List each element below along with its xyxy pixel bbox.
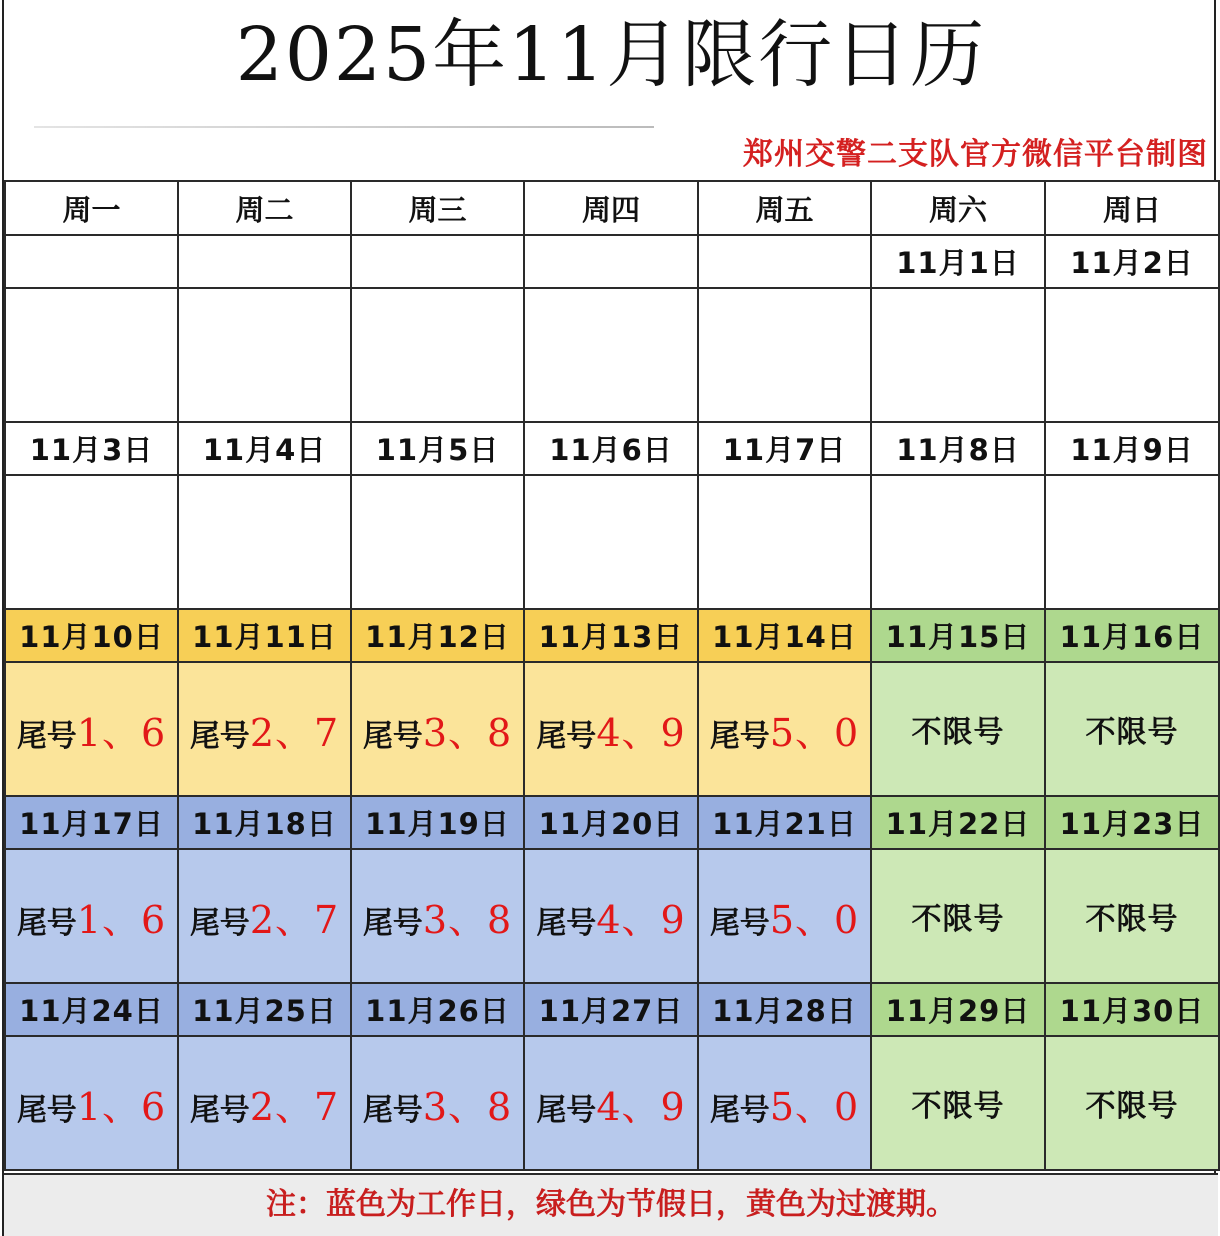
restriction-cell [1045, 288, 1219, 422]
tail-numbers: 3、8 [422, 710, 513, 755]
date-cell: 11月24日 [5, 983, 178, 1036]
date-cell: 11月26日 [351, 983, 524, 1036]
no-limit-label: 不限号 [1085, 715, 1179, 750]
restriction-cell [871, 662, 1045, 796]
weekday-header: 周六 [871, 181, 1045, 235]
tail-numbers: 2、7 [249, 710, 340, 755]
restriction-cell [871, 849, 1045, 983]
tail-number-rule [16, 710, 167, 755]
restriction-row [5, 1036, 1219, 1170]
restriction-cell [1045, 475, 1219, 609]
date-cell: 11月3日 [5, 422, 178, 475]
restriction-cell [5, 662, 178, 796]
date-row [5, 422, 1219, 475]
tail-number-rule [709, 1084, 860, 1129]
restriction-cell [698, 288, 871, 422]
no-limit-label: 不限号 [1085, 1089, 1179, 1124]
date-cell: 11月20日 [524, 796, 698, 849]
legend-note: 注：蓝色为工作日，绿色为节假日，黄色为过渡期。 [4, 1173, 1218, 1236]
tail-number-rule [709, 710, 860, 755]
restriction-cell [5, 1036, 178, 1170]
date-cell: 11月22日 [871, 796, 1045, 849]
restriction-cell [178, 288, 351, 422]
restriction-cell [178, 849, 351, 983]
restriction-cell [1045, 662, 1219, 796]
restriction-cell [524, 475, 698, 609]
date-cell [698, 235, 871, 288]
no-limit-label: 不限号 [911, 715, 1005, 750]
tail-numbers: 4、9 [596, 710, 686, 755]
restriction-cell [5, 475, 178, 609]
tail-number-rule [189, 897, 340, 942]
tail-prefix: 尾号 [16, 718, 77, 754]
date-cell: 11月5日 [351, 422, 524, 475]
date-cell: 11月13日 [524, 609, 698, 662]
date-cell: 11月12日 [351, 609, 524, 662]
no-limit-label: 不限号 [1085, 902, 1179, 937]
tail-prefix: 尾号 [189, 1092, 250, 1128]
restriction-cell [1045, 849, 1219, 983]
tail-numbers: 4、9 [596, 1084, 686, 1129]
date-cell: 11月17日 [5, 796, 178, 849]
restriction-cell [524, 1036, 698, 1170]
tail-numbers: 5、0 [769, 897, 860, 942]
date-cell [351, 235, 524, 288]
restriction-cell [524, 288, 698, 422]
weekday-header: 周二 [178, 181, 351, 235]
restriction-cell [178, 475, 351, 609]
tail-prefix: 尾号 [16, 905, 77, 941]
date-cell: 11月4日 [178, 422, 351, 475]
restriction-cell [871, 288, 1045, 422]
tail-number-rule [16, 1084, 167, 1129]
date-cell: 11月14日 [698, 609, 871, 662]
restriction-cell [698, 849, 871, 983]
restriction-cell [351, 475, 524, 609]
tail-prefix: 尾号 [536, 905, 597, 941]
weekday-header: 周一 [5, 181, 178, 235]
tail-prefix: 尾号 [709, 718, 770, 754]
date-cell: 11月8日 [871, 422, 1045, 475]
tail-prefix: 尾号 [362, 1092, 423, 1128]
date-cell: 11月27日 [524, 983, 698, 1036]
tail-number-rule [536, 897, 686, 942]
tail-prefix: 尾号 [536, 1092, 597, 1128]
tail-prefix: 尾号 [189, 905, 250, 941]
restriction-row [5, 475, 1219, 609]
tail-numbers: 1、6 [76, 897, 167, 942]
date-cell: 11月18日 [178, 796, 351, 849]
tail-prefix: 尾号 [16, 1092, 77, 1128]
weekday-header: 周五 [698, 181, 871, 235]
restriction-cell [351, 1036, 524, 1170]
tail-prefix: 尾号 [709, 1092, 770, 1128]
restriction-cell [698, 475, 871, 609]
date-cell: 11月21日 [698, 796, 871, 849]
tail-prefix: 尾号 [189, 718, 250, 754]
date-cell [5, 235, 178, 288]
date-cell: 11月29日 [871, 983, 1045, 1036]
date-cell: 11月25日 [178, 983, 351, 1036]
restriction-cell [351, 662, 524, 796]
date-cell: 11月15日 [871, 609, 1045, 662]
weekday-header: 周三 [351, 181, 524, 235]
title-divider [34, 126, 654, 128]
weekday-header: 周日 [1045, 181, 1219, 235]
date-cell: 11月23日 [1045, 796, 1219, 849]
date-row [5, 796, 1219, 849]
source-credit: 郑州交警二支队官方微信平台制图 [743, 137, 1208, 172]
tail-numbers: 3、8 [422, 897, 513, 942]
restriction-cell [524, 849, 698, 983]
date-cell: 11月7日 [698, 422, 871, 475]
tail-number-rule [362, 897, 513, 942]
restriction-cell [5, 849, 178, 983]
tail-numbers: 1、6 [76, 710, 167, 755]
date-row [5, 235, 1219, 288]
no-limit-label: 不限号 [911, 1089, 1005, 1124]
restriction-cell [698, 662, 871, 796]
date-cell: 11月6日 [524, 422, 698, 475]
tail-number-rule [189, 1084, 340, 1129]
restriction-row [5, 288, 1219, 422]
restriction-cell [1045, 1036, 1219, 1170]
date-cell: 11月30日 [1045, 983, 1219, 1036]
tail-numbers: 3、8 [422, 1084, 513, 1129]
date-cell: 11月2日 [1045, 235, 1219, 288]
tail-number-rule [362, 710, 513, 755]
tail-numbers: 2、7 [249, 897, 340, 942]
restriction-row [5, 662, 1219, 796]
tail-number-rule [16, 897, 167, 942]
no-limit-label: 不限号 [911, 902, 1005, 937]
tail-number-rule [189, 710, 340, 755]
date-cell: 11月10日 [5, 609, 178, 662]
restriction-cell [178, 662, 351, 796]
restriction-cell [871, 475, 1045, 609]
restriction-cell [178, 1036, 351, 1170]
date-cell [178, 235, 351, 288]
tail-number-rule [536, 710, 686, 755]
tail-numbers: 4、9 [596, 897, 686, 942]
tail-number-rule [536, 1084, 686, 1129]
date-cell: 11月1日 [871, 235, 1045, 288]
page-title: 2025年11月限行日历 [235, 12, 987, 98]
tail-numbers: 2、7 [249, 1084, 340, 1129]
tail-numbers: 5、0 [769, 710, 860, 755]
restriction-cell [698, 1036, 871, 1170]
restriction-cell [5, 288, 178, 422]
restriction-cell [524, 662, 698, 796]
restriction-row [5, 849, 1219, 983]
tail-number-rule [362, 1084, 513, 1129]
calendar-table [4, 180, 1220, 1171]
tail-prefix: 尾号 [536, 718, 597, 754]
weekday-header: 周四 [524, 181, 698, 235]
tail-prefix: 尾号 [362, 905, 423, 941]
weekday-header-row [5, 181, 1219, 235]
tail-prefix: 尾号 [709, 905, 770, 941]
date-cell: 11月16日 [1045, 609, 1219, 662]
date-row [5, 609, 1219, 662]
tail-numbers: 5、0 [769, 1084, 860, 1129]
calendar-frame [2, 0, 1216, 1236]
restriction-cell [351, 288, 524, 422]
date-cell: 11月11日 [178, 609, 351, 662]
tail-prefix: 尾号 [362, 718, 423, 754]
date-cell [524, 235, 698, 288]
tail-numbers: 1、6 [76, 1084, 167, 1129]
date-cell: 11月9日 [1045, 422, 1219, 475]
restriction-cell [351, 849, 524, 983]
date-row [5, 983, 1219, 1036]
date-cell: 11月28日 [698, 983, 871, 1036]
restriction-cell [871, 1036, 1045, 1170]
date-cell: 11月19日 [351, 796, 524, 849]
tail-number-rule [709, 897, 860, 942]
